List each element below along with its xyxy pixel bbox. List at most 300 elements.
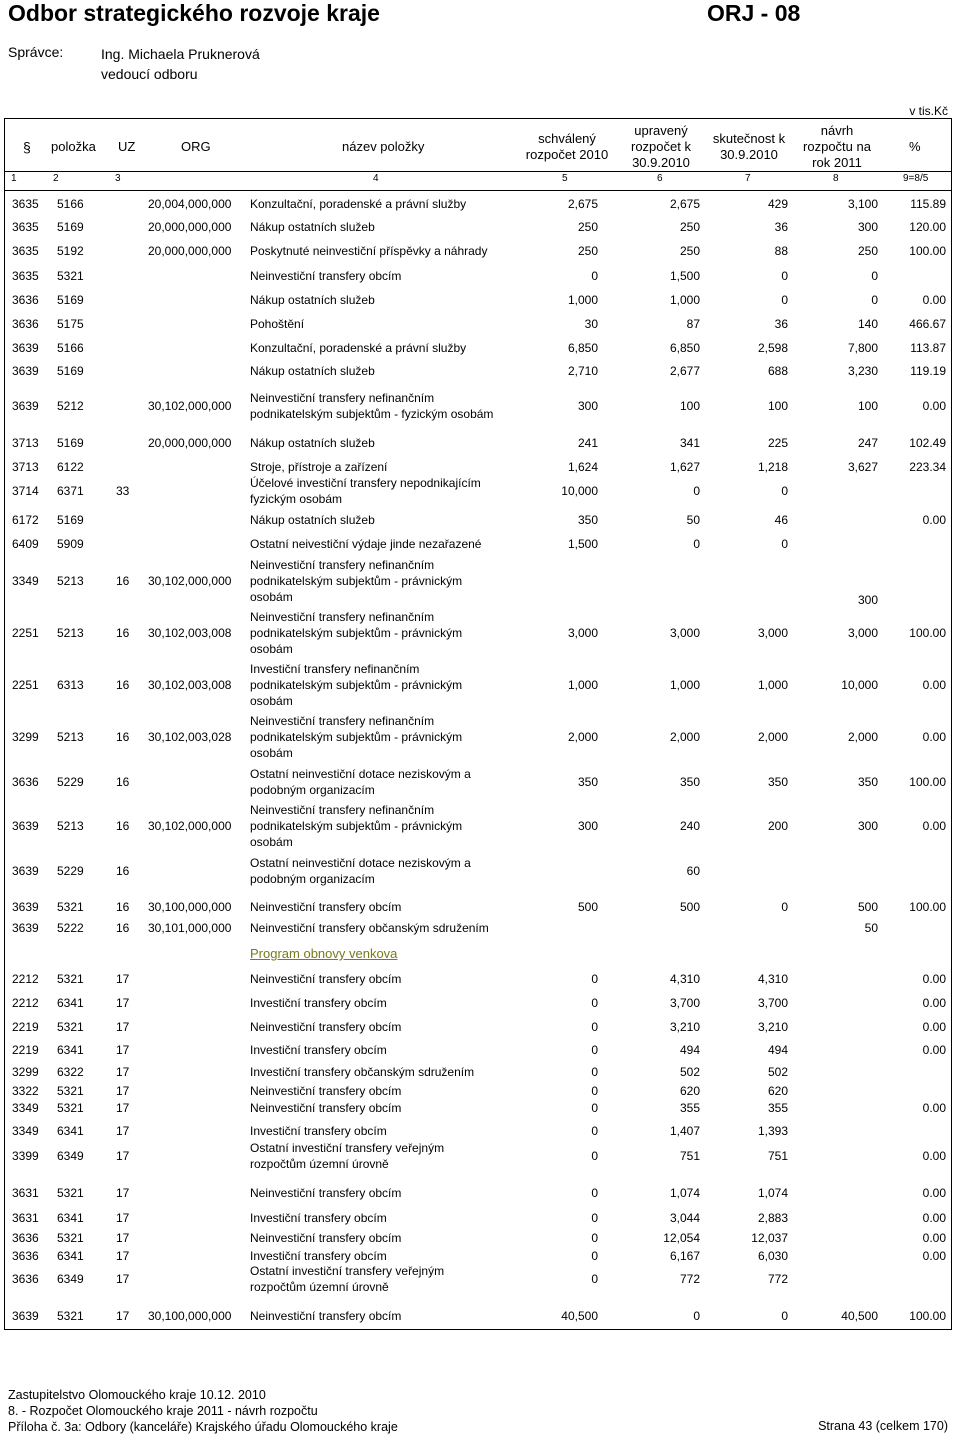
cell-pol: 6341 bbox=[57, 1211, 84, 1225]
cell-name: Investiční transfery obcím bbox=[250, 1211, 387, 1225]
cell-s: 0 bbox=[591, 1249, 598, 1263]
table-row bbox=[4, 1265, 952, 1293]
cell-uz: 17 bbox=[116, 1249, 130, 1263]
cell-u: 1,407 bbox=[669, 1124, 700, 1138]
cell-pol: 5175 bbox=[57, 317, 84, 331]
cell-u: 3,000 bbox=[669, 626, 700, 640]
cell-uz: 16 bbox=[116, 921, 130, 935]
cell-u: 0 bbox=[693, 1309, 700, 1323]
cell-p: 6172 bbox=[12, 513, 39, 527]
cell-pol: 5212 bbox=[57, 399, 84, 413]
cell-pol: 5321 bbox=[57, 900, 84, 914]
footer-line: 8. - Rozpočet Olomouckého kraje 2011 - návrh rozpočtu bbox=[8, 1404, 318, 1418]
col-schvaleny: schválený rozpočet 2010 bbox=[525, 131, 609, 162]
cell-k: 0 bbox=[781, 268, 788, 283]
cell-pct: 0.00 bbox=[922, 293, 946, 307]
table-row bbox=[4, 1015, 952, 1039]
table-row bbox=[4, 1206, 952, 1230]
cell-u: 751 bbox=[679, 1149, 700, 1163]
cell-u: 341 bbox=[679, 436, 700, 450]
cell-pol: 5229 bbox=[57, 774, 84, 789]
table-row bbox=[4, 288, 952, 312]
cell-k: 751 bbox=[767, 1149, 788, 1163]
cell-pct: 466.67 bbox=[909, 317, 946, 331]
cell-p: 2251 bbox=[12, 678, 39, 692]
table-row bbox=[4, 763, 952, 800]
cell-k: 2,000 bbox=[757, 730, 788, 744]
cell-k: 772 bbox=[767, 1272, 788, 1286]
header-divider bbox=[5, 171, 951, 172]
cell-uz: 17 bbox=[116, 1186, 130, 1200]
cell-s: 0 bbox=[591, 1124, 598, 1138]
cell-k: 200 bbox=[767, 819, 788, 833]
table-row bbox=[4, 1182, 952, 1204]
table-row bbox=[4, 1038, 952, 1061]
cell-k: 0 bbox=[781, 1309, 788, 1323]
cell-pol: 5222 bbox=[57, 921, 84, 935]
cell-p: 3639 bbox=[12, 340, 39, 355]
cell-name: Neinvestiční transfery nefinančním podnikatelským subjektům - právnickým osobám bbox=[250, 714, 463, 760]
cell-k: 0 bbox=[781, 483, 788, 498]
table-row bbox=[4, 457, 952, 476]
cell-uz: 17 bbox=[116, 1272, 130, 1286]
cell-uz: 16 bbox=[116, 730, 130, 744]
cell-pol: 5321 bbox=[57, 1186, 84, 1200]
cell-k: 3,000 bbox=[757, 626, 788, 640]
cell-p: 3636 bbox=[12, 774, 39, 789]
col-pct: % bbox=[909, 139, 921, 154]
table-header bbox=[4, 118, 952, 191]
spravce-label: Správce: bbox=[8, 44, 64, 60]
cell-u: 1,000 bbox=[669, 678, 700, 692]
cell-name: Neinvestiční transfery nefinančním podnikatelským subjektům - právnickým osobám bbox=[250, 610, 463, 656]
table-row bbox=[4, 1062, 952, 1082]
table-row bbox=[4, 216, 952, 238]
cell-n: 250 bbox=[857, 244, 878, 258]
cell-k: 350 bbox=[767, 774, 788, 789]
cell-p: 3631 bbox=[12, 1186, 39, 1200]
cell-name: Neinvestiční transfery obcím bbox=[250, 900, 402, 914]
cell-pct: 0.00 bbox=[922, 1211, 946, 1225]
cell-s: 0 bbox=[591, 1042, 598, 1057]
cell-p: 3636 bbox=[12, 1272, 39, 1286]
cell-k: 2,598 bbox=[757, 340, 788, 355]
cell-uz: 16 bbox=[116, 864, 130, 878]
cell-pol: 5169 bbox=[57, 220, 84, 234]
cell-org: 30,100,000,000 bbox=[148, 1309, 232, 1323]
department-title: Odbor strategického rozvoje kraje bbox=[8, 0, 380, 26]
cell-pol: 6349 bbox=[57, 1149, 84, 1163]
paragraph-icon: § bbox=[23, 139, 31, 155]
cell-s: 0 bbox=[591, 972, 598, 986]
cell-org: 20,000,000,000 bbox=[148, 436, 232, 450]
cell-p: 3636 bbox=[12, 1231, 39, 1245]
cell-s: 1,500 bbox=[567, 536, 598, 551]
cell-name: Ostatní neinvestiční dotace neziskovým a podobným organizacím bbox=[250, 766, 471, 797]
cell-s: 10,000 bbox=[561, 483, 598, 498]
cell-org: 30,101,000,000 bbox=[148, 921, 232, 935]
page-number: Strana 43 (celkem 170) bbox=[818, 1419, 948, 1433]
cell-pol: 5213 bbox=[57, 819, 84, 833]
cell-org: 30,100,000,000 bbox=[148, 900, 232, 914]
cell-pct: 119.19 bbox=[910, 364, 946, 378]
cell-pct: 102.49 bbox=[909, 436, 946, 450]
cell-u: 60 bbox=[686, 864, 700, 878]
cell-pol: 5169 bbox=[57, 293, 84, 307]
unit-label: v tis.Kč bbox=[909, 104, 948, 118]
cell-u: 1,500 bbox=[669, 268, 700, 283]
cell-p: 3636 bbox=[12, 1249, 39, 1263]
cell-pct: 100.00 bbox=[909, 900, 946, 914]
cell-name: Neinvestiční transfery nefinančním podnikatelským subjektům - fyzickým osobám bbox=[250, 391, 494, 421]
cell-s: 2,000 bbox=[567, 730, 598, 744]
table-row bbox=[4, 1099, 952, 1117]
cell-org: 30,102,000,000 bbox=[148, 399, 232, 413]
cell-p: 3714 bbox=[12, 483, 39, 498]
cell-u: 355 bbox=[679, 1101, 700, 1115]
cell-name: Investiční transfery nefinančním podnikatelským subjektům - právnickým osobám bbox=[250, 662, 463, 708]
cell-u: 100 bbox=[679, 399, 700, 413]
cell-n: 100 bbox=[857, 399, 878, 413]
cell-n: 2,000 bbox=[847, 730, 878, 744]
table-row bbox=[4, 607, 952, 659]
cell-pct: 0.00 bbox=[922, 819, 946, 833]
cell-p: 3639 bbox=[12, 921, 39, 935]
col-num: 9=8/5 bbox=[903, 173, 929, 184]
cell-k: 3,700 bbox=[757, 996, 788, 1010]
cell-uz: 17 bbox=[116, 1065, 130, 1079]
cell-p: 3322 bbox=[12, 1083, 39, 1098]
section-heading bbox=[4, 941, 952, 967]
col-num: 5 bbox=[562, 173, 568, 184]
cell-u: 1,000 bbox=[669, 293, 700, 307]
table-row bbox=[4, 555, 952, 607]
cell-pct: 115.89 bbox=[910, 196, 946, 211]
cell-u: 2,675 bbox=[669, 196, 700, 211]
table-row bbox=[4, 508, 952, 532]
cell-u: 1,074 bbox=[669, 1186, 700, 1200]
cell-s: 2,710 bbox=[567, 364, 598, 378]
cell-name: Neinvestiční transfery nefinančním podnikatelským subjektům - právnickým osobám bbox=[250, 803, 463, 849]
table-row bbox=[4, 359, 952, 383]
cell-k: 12,037 bbox=[751, 1231, 788, 1245]
cell-s: 1,000 bbox=[567, 293, 598, 307]
cell-s: 0 bbox=[591, 1020, 598, 1034]
cell-s: 250 bbox=[577, 220, 598, 234]
footer-line: Zastupitelstvo Olomouckého kraje 10.12. 2010 bbox=[8, 1388, 266, 1402]
cell-s: 2,675 bbox=[567, 196, 598, 211]
cell-k: 355 bbox=[767, 1101, 788, 1115]
col-org: ORG bbox=[181, 139, 211, 154]
cell-name: Neinvestiční transfery nefinančním podnikatelským subjektům - právnickým osobám bbox=[250, 558, 463, 604]
cell-name: Neinvestiční transfery obcím bbox=[250, 1083, 402, 1098]
cell-u: 350 bbox=[679, 774, 700, 789]
table-row bbox=[4, 1120, 952, 1142]
cell-p: 3639 bbox=[12, 399, 39, 413]
cell-s: 350 bbox=[577, 774, 598, 789]
cell-k: 100 bbox=[767, 399, 788, 413]
manager-block bbox=[101, 44, 260, 84]
col-num: 6 bbox=[657, 173, 663, 184]
cell-s: 0 bbox=[591, 1083, 598, 1098]
table-row bbox=[4, 336, 952, 359]
cell-pol: 5321 bbox=[57, 1231, 84, 1245]
cell-pol: 6341 bbox=[57, 996, 84, 1010]
cell-k: 429 bbox=[767, 196, 788, 211]
cell-p: 3299 bbox=[12, 1065, 39, 1079]
cell-n: 50 bbox=[864, 921, 878, 935]
cell-k: 1,000 bbox=[757, 678, 788, 692]
cell-k: 1,074 bbox=[757, 1186, 788, 1200]
cell-k: 494 bbox=[767, 1042, 788, 1057]
cell-n: 300 bbox=[857, 220, 878, 234]
table-bottom-border bbox=[4, 1329, 952, 1330]
cell-k: 620 bbox=[767, 1083, 788, 1098]
cell-u: 240 bbox=[679, 819, 700, 833]
cell-u: 3,044 bbox=[669, 1211, 700, 1225]
cell-name: Stroje, přístroje a zařízení bbox=[250, 459, 388, 474]
cell-name: Nákup ostatních služeb bbox=[250, 220, 375, 234]
cell-pol: 5229 bbox=[57, 864, 84, 878]
cell-k: 0 bbox=[781, 536, 788, 551]
table-row bbox=[4, 532, 952, 555]
table-row bbox=[4, 1143, 952, 1169]
cell-uz: 16 bbox=[116, 900, 130, 914]
table-row bbox=[4, 239, 952, 263]
cell-pol: 5909 bbox=[57, 536, 84, 551]
cell-p: 2251 bbox=[12, 626, 39, 640]
table-row bbox=[4, 897, 952, 917]
cell-u: 502 bbox=[679, 1065, 700, 1079]
footer bbox=[8, 1387, 398, 1435]
cell-p: 3635 bbox=[12, 244, 39, 258]
manager-name: Ing. Michaela Pruknerová bbox=[101, 46, 260, 62]
table-row bbox=[4, 711, 952, 763]
table-row bbox=[4, 967, 952, 991]
cell-pct: 0.00 bbox=[922, 730, 946, 744]
cell-pol: 6341 bbox=[57, 1124, 84, 1138]
cell-s: 0 bbox=[591, 1186, 598, 1200]
cell-name: Ostatní investiční transfery veřejným rozpočtům územní úrovně bbox=[250, 1141, 445, 1171]
cell-n: 3,627 bbox=[847, 459, 878, 474]
cell-k: 36 bbox=[774, 317, 788, 331]
table-row bbox=[4, 312, 952, 336]
col-upraveny: upravený rozpočet k 30.9.2010 bbox=[631, 123, 691, 170]
cell-u: 3,210 bbox=[669, 1020, 700, 1034]
cell-pol: 5192 bbox=[57, 244, 84, 258]
cell-u: 3,700 bbox=[669, 996, 700, 1010]
cell-n: 350 bbox=[857, 774, 878, 789]
cell-name: Neinvestiční transfery obcím bbox=[250, 1020, 402, 1034]
cell-p: 2212 bbox=[12, 972, 39, 986]
cell-pct: 0.00 bbox=[922, 1186, 946, 1200]
cell-pol: 5213 bbox=[57, 574, 84, 588]
table-row bbox=[4, 659, 952, 711]
cell-uz: 16 bbox=[116, 626, 130, 640]
col-num: 3 bbox=[115, 173, 121, 184]
table-row bbox=[4, 917, 952, 939]
cell-u: 494 bbox=[679, 1042, 700, 1057]
cell-s: 0 bbox=[591, 1101, 598, 1115]
cell-s: 0 bbox=[591, 268, 598, 283]
cell-org: 20,000,000,000 bbox=[148, 220, 232, 234]
cell-p: 3639 bbox=[12, 1309, 39, 1323]
cell-s: 0 bbox=[591, 996, 598, 1010]
cell-k: 0 bbox=[781, 900, 788, 914]
cell-s: 1,624 bbox=[567, 459, 598, 474]
cell-name: Neinvestiční transfery obcím bbox=[250, 1231, 402, 1245]
cell-p: 3639 bbox=[12, 864, 39, 878]
cell-n: 3,230 bbox=[847, 364, 878, 378]
cell-n: 7,800 bbox=[847, 340, 878, 355]
cell-p: 3635 bbox=[12, 268, 39, 283]
cell-p: 3635 bbox=[12, 220, 39, 234]
cell-u: 12,054 bbox=[663, 1231, 700, 1245]
cell-k: 225 bbox=[767, 436, 788, 450]
section-title: Program obnovy venkova bbox=[250, 946, 398, 961]
cell-name: Investiční transfery obcím bbox=[250, 996, 387, 1010]
cell-n: 247 bbox=[857, 436, 878, 450]
cell-pct: 0.00 bbox=[922, 513, 946, 527]
cell-name: Nákup ostatních služeb bbox=[250, 513, 375, 527]
cell-p: 3713 bbox=[12, 436, 39, 450]
cell-uz: 17 bbox=[116, 1211, 130, 1225]
cell-name: Investiční transfery obcím bbox=[250, 1124, 387, 1138]
cell-u: 4,310 bbox=[669, 972, 700, 986]
cell-p: 3349 bbox=[12, 574, 39, 588]
cell-pct: 223.34 bbox=[909, 459, 946, 474]
cell-n: 300 bbox=[857, 593, 878, 607]
cell-u: 0 bbox=[693, 483, 700, 498]
cell-p: 3713 bbox=[12, 459, 39, 474]
col-num: 7 bbox=[745, 173, 751, 184]
cell-name: Ostatní neivestiční výdaje jinde nezařazené bbox=[250, 536, 482, 551]
cell-s: 3,000 bbox=[567, 626, 598, 640]
cell-pol: 5321 bbox=[57, 972, 84, 986]
cell-s: 1,000 bbox=[567, 678, 598, 692]
cell-p: 3635 bbox=[12, 196, 39, 211]
col-num: 2 bbox=[53, 173, 59, 184]
cell-pct: 113.87 bbox=[910, 340, 946, 355]
cell-u: 500 bbox=[679, 900, 700, 914]
table-row bbox=[4, 1082, 952, 1099]
cell-pct: 100.00 bbox=[909, 774, 946, 789]
cell-pct: 0.00 bbox=[922, 399, 946, 413]
col-num: 4 bbox=[373, 173, 379, 184]
cell-pol: 5166 bbox=[57, 196, 84, 211]
cell-uz: 17 bbox=[116, 1149, 130, 1163]
cell-s: 40,500 bbox=[561, 1309, 598, 1323]
cell-u: 0 bbox=[693, 536, 700, 551]
cell-uz: 16 bbox=[116, 819, 130, 833]
cell-k: 1,218 bbox=[757, 459, 788, 474]
cell-name: Neinvestiční transfery obcím bbox=[250, 1101, 402, 1115]
table-row bbox=[4, 1230, 952, 1246]
cell-pct: 100.00 bbox=[909, 1309, 946, 1323]
cell-u: 87 bbox=[686, 317, 700, 331]
cell-name: Investiční transfery občanským sdružením bbox=[250, 1065, 475, 1079]
cell-org: 30,102,000,000 bbox=[148, 819, 232, 833]
cell-uz: 16 bbox=[116, 574, 130, 588]
cell-uz: 17 bbox=[116, 996, 130, 1010]
cell-n: 300 bbox=[857, 819, 878, 833]
cell-name: Konzultační, poradenské a právní služby bbox=[250, 196, 467, 211]
cell-pct: 100.00 bbox=[909, 244, 946, 258]
cell-pct: 0.00 bbox=[922, 972, 946, 986]
cell-pol: 5169 bbox=[57, 513, 84, 527]
cell-n: 500 bbox=[857, 900, 878, 914]
cell-uz: 17 bbox=[116, 1231, 130, 1245]
cell-pol: 5321 bbox=[57, 268, 84, 283]
cell-pct: 0.00 bbox=[922, 996, 946, 1010]
cell-p: 3399 bbox=[12, 1149, 39, 1163]
cell-p: 3636 bbox=[12, 293, 39, 307]
cell-org: 30,102,000,000 bbox=[148, 574, 232, 588]
cell-s: 350 bbox=[577, 513, 598, 527]
cell-u: 6,850 bbox=[669, 340, 700, 355]
cell-pol: 5169 bbox=[57, 436, 84, 450]
table-row bbox=[4, 991, 952, 1015]
cell-pct: 0.00 bbox=[922, 1249, 946, 1263]
cell-p: 3639 bbox=[12, 364, 39, 378]
cell-s: 30 bbox=[584, 317, 598, 331]
cell-p: 3349 bbox=[12, 1124, 39, 1138]
cell-name: Nákup ostatních služeb bbox=[250, 436, 375, 450]
cell-uz: 17 bbox=[116, 1101, 130, 1115]
cell-u: 2,677 bbox=[669, 364, 700, 378]
cell-s: 0 bbox=[591, 1211, 598, 1225]
col-skutecnost: skutečnost k 30.9.2010 bbox=[712, 131, 786, 162]
cell-s: 0 bbox=[591, 1272, 598, 1286]
cell-name: Pohoštění bbox=[250, 317, 305, 331]
cell-uz: 17 bbox=[116, 972, 130, 986]
cell-pol: 5321 bbox=[57, 1309, 84, 1323]
cell-s: 300 bbox=[577, 819, 598, 833]
cell-uz: 16 bbox=[116, 774, 130, 789]
cell-p: 3631 bbox=[12, 1211, 39, 1225]
cell-pol: 6341 bbox=[57, 1042, 84, 1057]
cell-k: 88 bbox=[774, 244, 788, 258]
cell-pol: 6371 bbox=[57, 483, 84, 498]
table-row bbox=[4, 1248, 952, 1264]
cell-pct: 0.00 bbox=[922, 1231, 946, 1245]
cell-k: 3,210 bbox=[757, 1020, 788, 1034]
cell-name: Neinvestiční transfery obcím bbox=[250, 1309, 402, 1323]
cell-s: 0 bbox=[591, 1231, 598, 1245]
cell-n: 10,000 bbox=[841, 678, 878, 692]
cell-k: 4,310 bbox=[757, 972, 788, 986]
cell-n: 40,500 bbox=[841, 1309, 878, 1323]
cell-pct: 0.00 bbox=[922, 1149, 946, 1163]
cell-pct: 0.00 bbox=[922, 1042, 946, 1057]
cell-uz: 33 bbox=[116, 483, 130, 498]
cell-p: 2219 bbox=[12, 1042, 39, 1057]
col-navrh: návrh rozpočtu na rok 2011 bbox=[803, 123, 871, 170]
cell-u: 620 bbox=[679, 1083, 700, 1098]
cell-k: 46 bbox=[774, 513, 788, 527]
cell-uz: 17 bbox=[116, 1042, 130, 1057]
cell-p: 3639 bbox=[12, 819, 39, 833]
cell-k: 6,030 bbox=[757, 1249, 788, 1263]
cell-name: Investiční transfery obcím bbox=[250, 1042, 387, 1057]
table-row bbox=[4, 191, 952, 216]
cell-p: 3636 bbox=[12, 317, 39, 331]
cell-s: 0 bbox=[591, 1065, 598, 1079]
cell-org: 20,004,000,000 bbox=[148, 196, 232, 211]
cell-k: 2,883 bbox=[757, 1211, 788, 1225]
cell-p: 2219 bbox=[12, 1020, 39, 1034]
cell-pct: 0.00 bbox=[922, 678, 946, 692]
